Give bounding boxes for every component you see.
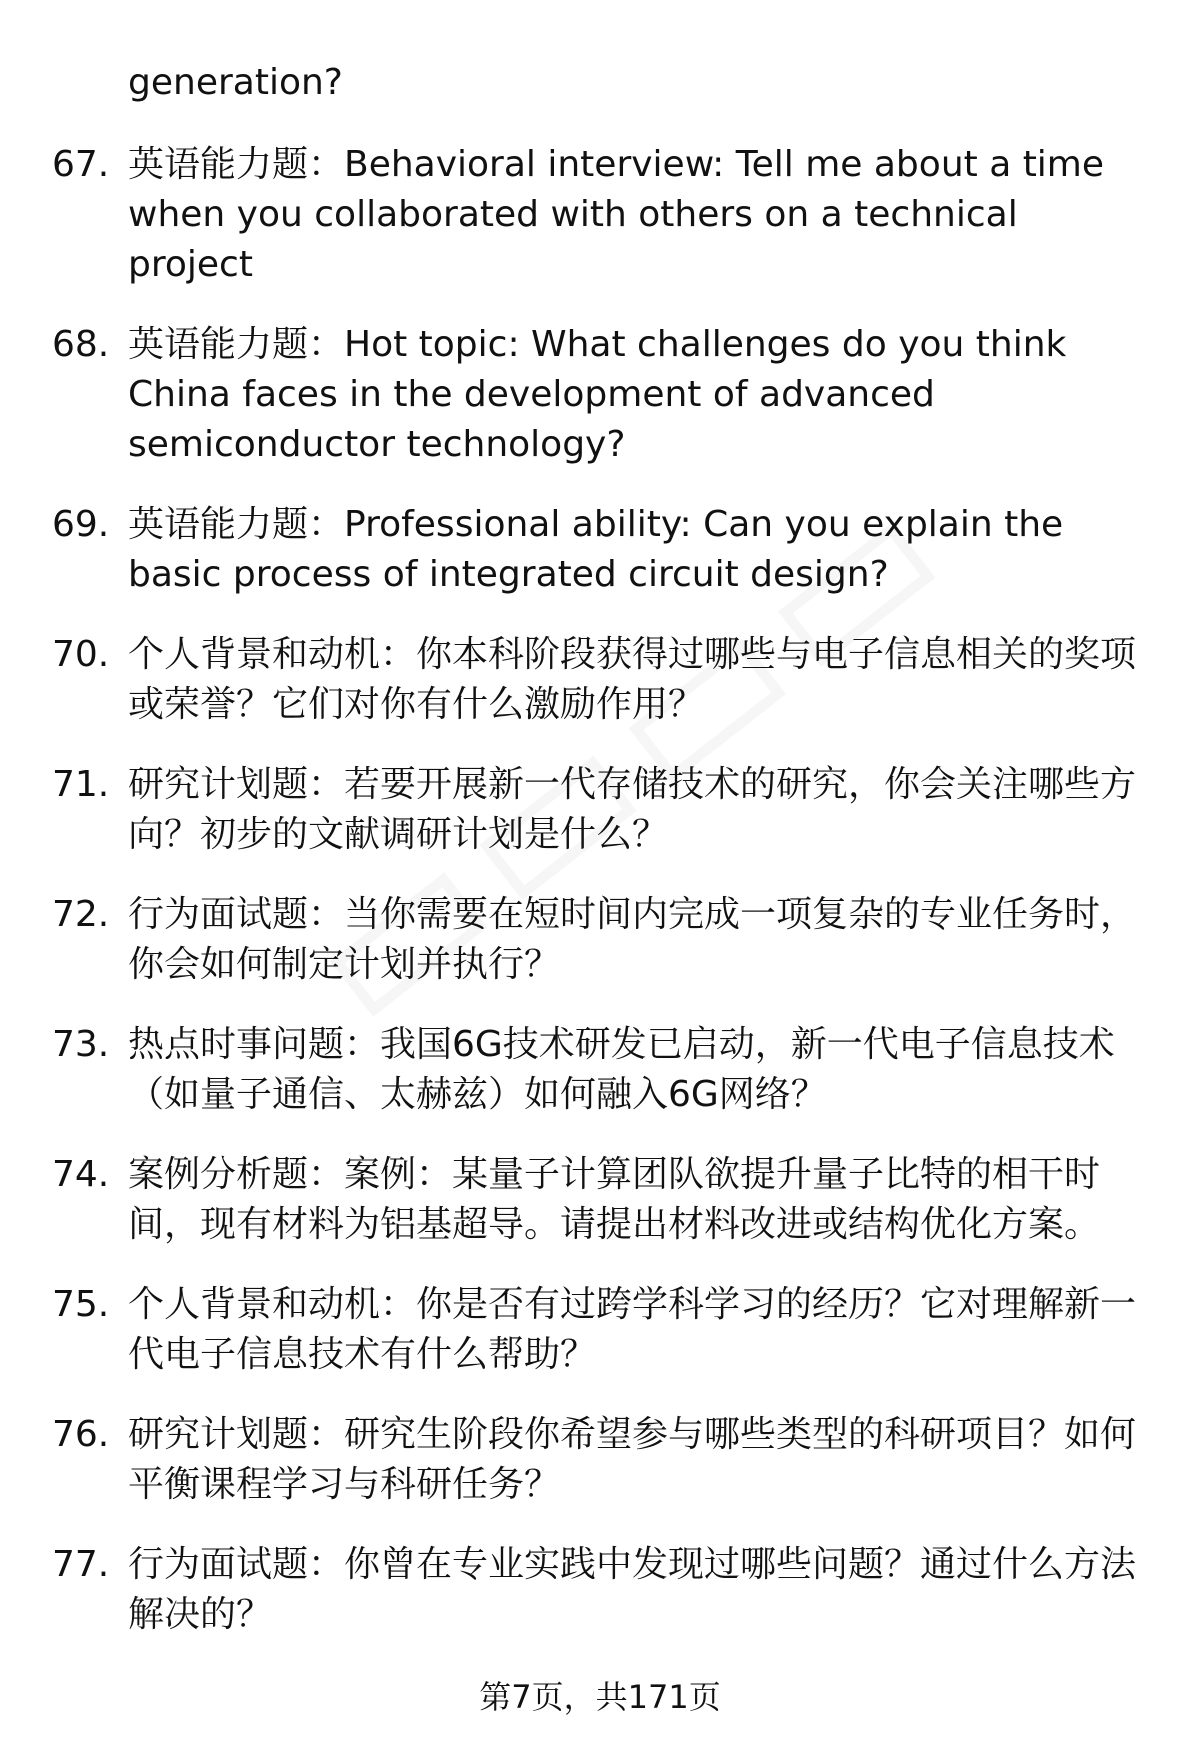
- question-text: 英语能力题：Behavioral interview: Tell me about a time when you collaborated with others on a technical project: [128, 144, 1105, 285]
- question-text: 研究计划题：若要开展新一代存储技术的研究，你会关注哪些方向？初步的文献调研计划是什么？: [128, 764, 1137, 855]
- question-number: 69.: [52, 504, 110, 545]
- question-item: [0, 1540, 1200, 1640]
- question-number: 76.: [52, 1414, 110, 1455]
- question-number: 77.: [52, 1544, 110, 1585]
- question-text: 英语能力题：Professional ability: Can you explain the basic process of integrated circuit design?: [128, 504, 1064, 595]
- page-indicator: 第7页，共171页: [479, 1678, 721, 1716]
- question-text: 个人背景和动机：你本科阶段获得过哪些与电子信息相关的奖项或荣誉？它们对你有什么激励作用？: [128, 634, 1137, 725]
- question-text: 个人背景和动机：你是否有过跨学科学习的经历？它对理解新一代电子信息技术有什么帮助？: [128, 1284, 1137, 1375]
- question-number: 68.: [52, 324, 110, 365]
- question-number: 73.: [52, 1024, 110, 1065]
- question-item: [0, 760, 1200, 860]
- question-text: 行为面试题：当你需要在短时间内完成一项复杂的专业任务时，你会如何制定计划并执行？: [128, 894, 1137, 985]
- question-number: 74.: [52, 1154, 110, 1195]
- question-item: [0, 1410, 1200, 1510]
- question-text: 案例分析题：案例：某量子计算团队欲提升量子比特的相干时间，现有材料为铝基超导。请提出材料改进或结构优化方案。: [128, 1154, 1101, 1245]
- question-text: 热点时事问题：我国6G技术研发已启动，新一代电子信息技术（如量子通信、太赫兹）如何融入6G网络？: [128, 1024, 1115, 1115]
- continuation-text: generation?: [128, 62, 343, 103]
- question-number: 75.: [52, 1284, 110, 1325]
- question-item: [0, 140, 1200, 290]
- question-text: 英语能力题：Hot topic: What challenges do you think China faces in the development of advanced semiconductor technology?: [128, 324, 1067, 465]
- question-number: 67.: [52, 144, 110, 185]
- question-list: [0, 140, 1200, 1670]
- question-number: 71.: [52, 764, 110, 805]
- question-number: 72.: [52, 894, 110, 935]
- question-item: [0, 1280, 1200, 1380]
- question-item: [0, 1020, 1200, 1120]
- question-item: [0, 320, 1200, 470]
- question-item: [0, 500, 1200, 600]
- question-item: [0, 630, 1200, 730]
- question-item: [0, 890, 1200, 990]
- question-item: [0, 1150, 1200, 1250]
- question-number: 70.: [52, 634, 110, 675]
- question-text: 研究计划题：研究生阶段你希望参与哪些类型的科研项目？如何平衡课程学习与科研任务？: [128, 1414, 1137, 1505]
- question-text: 行为面试题：你曾在专业实践中发现过哪些问题？通过什么方法解决的？: [128, 1544, 1137, 1635]
